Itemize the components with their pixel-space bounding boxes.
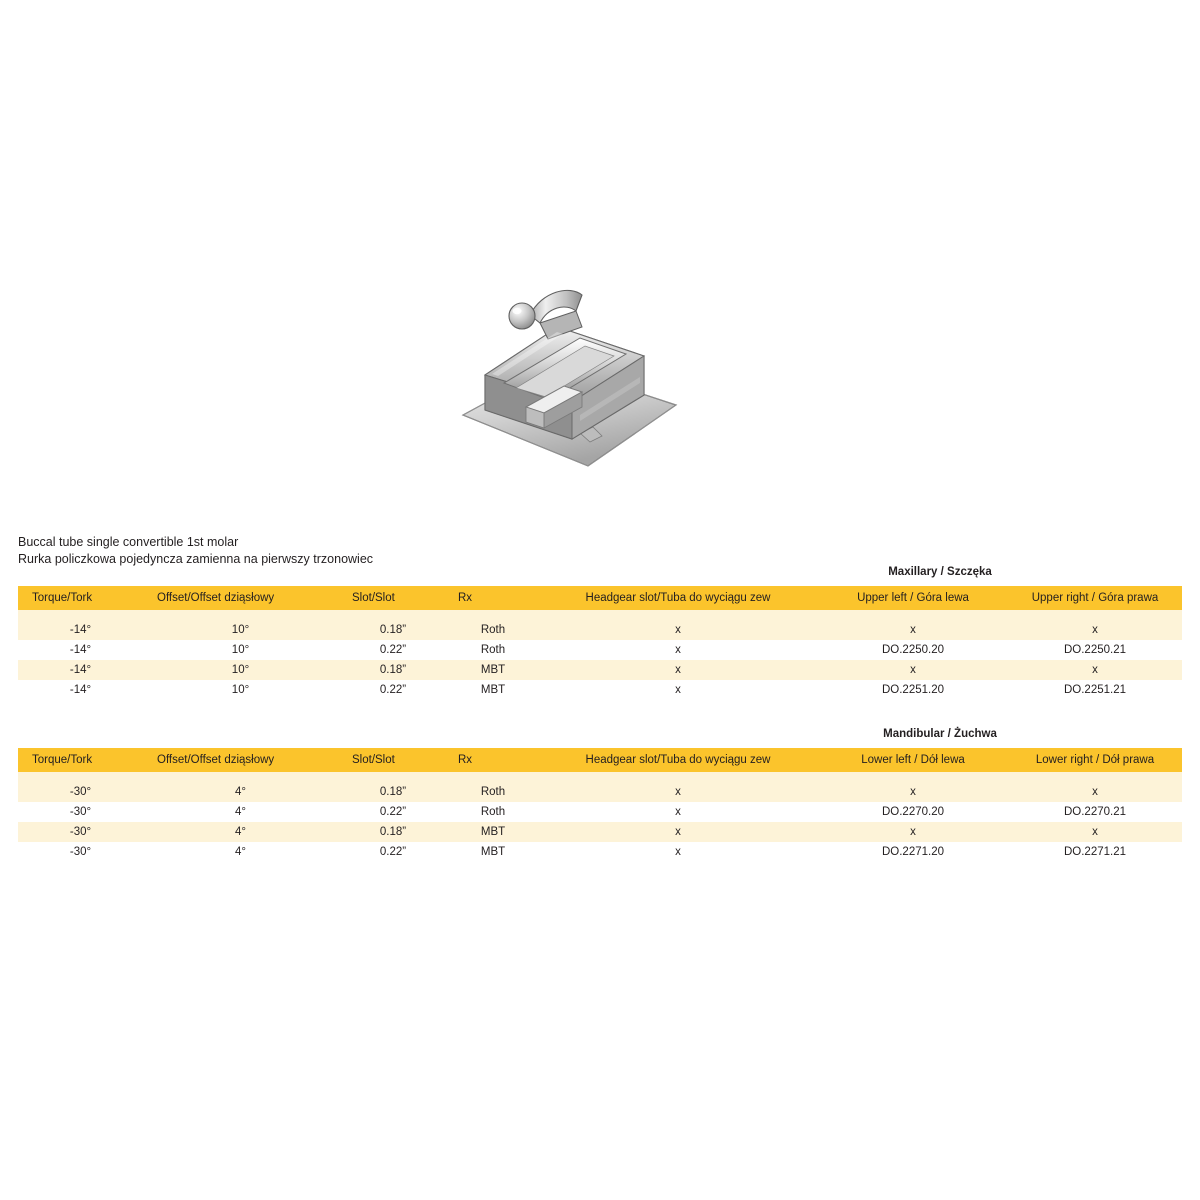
column-header-lower-right: Lower right / Dół prawa [1008, 748, 1182, 772]
cell-rx: Roth [448, 640, 538, 660]
cell-rx: MBT [448, 822, 538, 842]
mandibular-arch-title: Mandibular / Żuchwa [883, 728, 997, 740]
cell-headgear: x [538, 640, 818, 660]
cell-upper-right: DO.2251.21 [1008, 680, 1182, 700]
cell-offset: 4° [143, 842, 338, 862]
cell-upper-left: DO.2251.20 [818, 680, 1008, 700]
cell-headgear: x [538, 822, 818, 842]
cell-torque: -30° [18, 782, 143, 802]
cell-headgear: x [538, 620, 818, 640]
cell-offset: 10° [143, 640, 338, 660]
cell-offset: 10° [143, 620, 338, 640]
table-row [18, 660, 1182, 680]
column-header-offset: Offset/Offset dziąsłowy [143, 748, 338, 772]
table-header-row [18, 748, 1182, 772]
table-row [18, 842, 1182, 862]
cell-slot: 0.18” [338, 620, 448, 640]
column-header-slot: Slot/Slot [338, 748, 448, 772]
table-row [18, 782, 1182, 802]
column-header-lower-left: Lower left / Dół lewa [818, 748, 1008, 772]
cell-slot: 0.22” [338, 842, 448, 862]
cell-headgear: x [538, 680, 818, 700]
cell-lower-left: x [818, 822, 1008, 842]
cell-lower-left: DO.2270.20 [818, 802, 1008, 822]
cell-rx: MBT [448, 680, 538, 700]
cell-rx: MBT [448, 842, 538, 862]
cell-torque: -30° [18, 822, 143, 842]
column-header-offset: Offset/Offset dziąsłowy [143, 586, 338, 610]
product-caption [18, 534, 718, 568]
cell-headgear: x [538, 802, 818, 822]
column-header-rx: Rx [448, 586, 538, 610]
cell-slot: 0.22” [338, 680, 448, 700]
cell-lower-right: x [1008, 782, 1182, 802]
cell-rx: Roth [448, 620, 538, 640]
cell-upper-right: DO.2250.21 [1008, 640, 1182, 660]
maxillary-spec-table [18, 586, 1182, 700]
cell-upper-right: x [1008, 620, 1182, 640]
table-row [18, 802, 1182, 822]
cell-slot: 0.18” [338, 822, 448, 842]
maxillary-arch-title: Maxillary / Szczęka [888, 566, 992, 578]
cell-rx: MBT [448, 660, 538, 680]
cell-lower-right: DO.2270.21 [1008, 802, 1182, 822]
cell-slot: 0.22” [338, 802, 448, 822]
cell-upper-left: x [818, 620, 1008, 640]
mandibular-spec-table [18, 748, 1182, 862]
cell-offset: 10° [143, 660, 338, 680]
cell-rx: Roth [448, 802, 538, 822]
column-header-headgear: Headgear slot/Tuba do wyciągu zew [538, 586, 818, 610]
table-spacer [18, 772, 1182, 782]
cell-torque: -14° [18, 640, 143, 660]
caption-polish: Rurka policzkowa pojedyncza zamienna na pierwszy trzonowiec [18, 552, 374, 566]
cell-offset: 10° [143, 680, 338, 700]
table-row [18, 680, 1182, 700]
table-row [18, 822, 1182, 842]
column-header-slot: Slot/Slot [338, 586, 448, 610]
cell-lower-right: x [1008, 822, 1182, 842]
caption-english: Buccal tube single convertible 1st molar [18, 535, 239, 549]
cell-torque: -30° [18, 802, 143, 822]
cell-offset: 4° [143, 782, 338, 802]
cell-slot: 0.22” [338, 640, 448, 660]
cell-torque: -30° [18, 842, 143, 862]
cell-lower-left: x [818, 782, 1008, 802]
column-header-headgear: Headgear slot/Tuba do wyciągu zew [538, 748, 818, 772]
table-spacer [18, 610, 1182, 620]
cell-upper-left: DO.2250.20 [818, 640, 1008, 660]
cell-headgear: x [538, 660, 818, 680]
table-row [18, 620, 1182, 640]
cell-slot: 0.18” [338, 660, 448, 680]
buccal-tube-3d-illustration [430, 255, 720, 505]
cell-torque: -14° [18, 680, 143, 700]
cell-offset: 4° [143, 802, 338, 822]
cell-upper-left: x [818, 660, 1008, 680]
cell-rx: Roth [448, 782, 538, 802]
cell-slot: 0.18” [338, 782, 448, 802]
table-row [18, 640, 1182, 660]
column-header-torque: Torque/Tork [18, 748, 143, 772]
cell-torque: -14° [18, 660, 143, 680]
cell-upper-right: x [1008, 660, 1182, 680]
column-header-torque: Torque/Tork [18, 586, 143, 610]
table-header-row [18, 586, 1182, 610]
cell-headgear: x [538, 842, 818, 862]
cell-headgear: x [538, 782, 818, 802]
cell-offset: 4° [143, 822, 338, 842]
cell-lower-right: DO.2271.21 [1008, 842, 1182, 862]
column-header-upper-left: Upper left / Góra lewa [818, 586, 1008, 610]
column-header-upper-right: Upper right / Góra prawa [1008, 586, 1182, 610]
column-header-rx: Rx [448, 748, 538, 772]
cell-torque: -14° [18, 620, 143, 640]
cell-lower-left: DO.2271.20 [818, 842, 1008, 862]
